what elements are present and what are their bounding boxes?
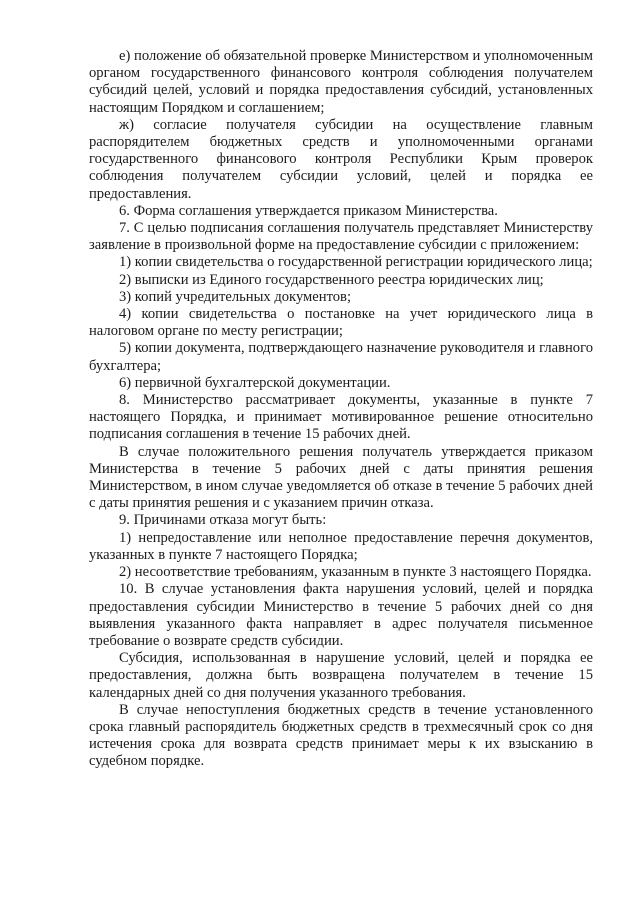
paragraph-10: 10. В случае установления факта нарушения условий, целей и порядка предоставления субсидии Министерство в течение 5 рабочих дней со дня выявления указанного факта направляет в адрес получателя письменное требование о возврате средств субсидии. (89, 581, 593, 649)
list-item-7-2: 2) выписки из Единого государственного реестра юридических лиц; (119, 271, 544, 288)
list-item-7-4: 4) копии свидетельства о постановке на учет юридического лица в налоговом органе по месту регистрации; (89, 306, 593, 340)
paragraph-10-refund: Субсидия, использованная в нарушение условий, целей и порядка ее предоставления, должна быть возвращена получателем в течение 15 календарных дней со дня получения указанного требования. (89, 650, 593, 701)
paragraph-8: 8. Министерство рассматривает документы, указанные в пункте 7 настоящего Порядка, и принимает мотивированное решение относительно подписания соглашения в течение 15 рабочих дней. (89, 392, 593, 443)
list-item-9-1: 1) непредоставление или неполное предоставление перечня документов, указанных в пункте 7 настоящего Порядка; (89, 529, 593, 563)
paragraph-6: 6. Форма соглашения утверждается приказом Министерства. (119, 202, 498, 219)
paragraph-zh: ж) согласие получателя субсидии на осуществление главным распорядителем бюджетных средств и уполномоченными органами государственного финансового контроля Республики Крым проверок соблюдения получателем субсидии условий, целей и порядка ее предоставления. (89, 116, 593, 202)
paragraph-9: 9. Причинами отказа могут быть: (119, 512, 327, 529)
list-item-7-6: 6) первичной бухгалтерской документации. (119, 374, 391, 391)
paragraph-10-court: В случае непоступления бюджетных средств в течение установленного срока главный распорядитель бюджетных средств в трехмесячный срок со дня истечения срока для возврата средств принимает меры к их взысканию в судебном порядке. (89, 701, 593, 770)
document-body (89, 48, 593, 771)
list-item-7-5: 5) копии документа, подтверждающего назначение руководителя и главного бухгалтера; (89, 340, 593, 374)
list-item-7-1: 1) копии свидетельства о государственной регистрации юридического лица; (119, 254, 593, 271)
list-item-7-3: 3) копий учредительных документов; (119, 288, 351, 305)
paragraph-e: е) положение об обязательной проверке Министерством и уполномоченным органом государственного финансового контроля соблюдения получателем субсидий целей, условий и порядка предоставления субсидий, установленных настоящим Порядком и соглашением; (89, 48, 593, 116)
paragraph-8-positive: В случае положительного решения получатель утверждается приказом Министерства в течение 5 рабочих дней с даты принятия решения Министерством, в ином случае уведомляется об отказе в течение 5 рабочих дней с даты принятия решения и с указанием причин отказа. (89, 443, 593, 512)
list-item-9-2: 2) несоответствие требованиям, указанным в пункте 3 настоящего Порядка. (119, 564, 592, 581)
paragraph-7: 7. С целью подписания соглашения получатель представляет Министерству заявление в произвольной форме на предоставление субсидии с приложением: (89, 220, 593, 254)
